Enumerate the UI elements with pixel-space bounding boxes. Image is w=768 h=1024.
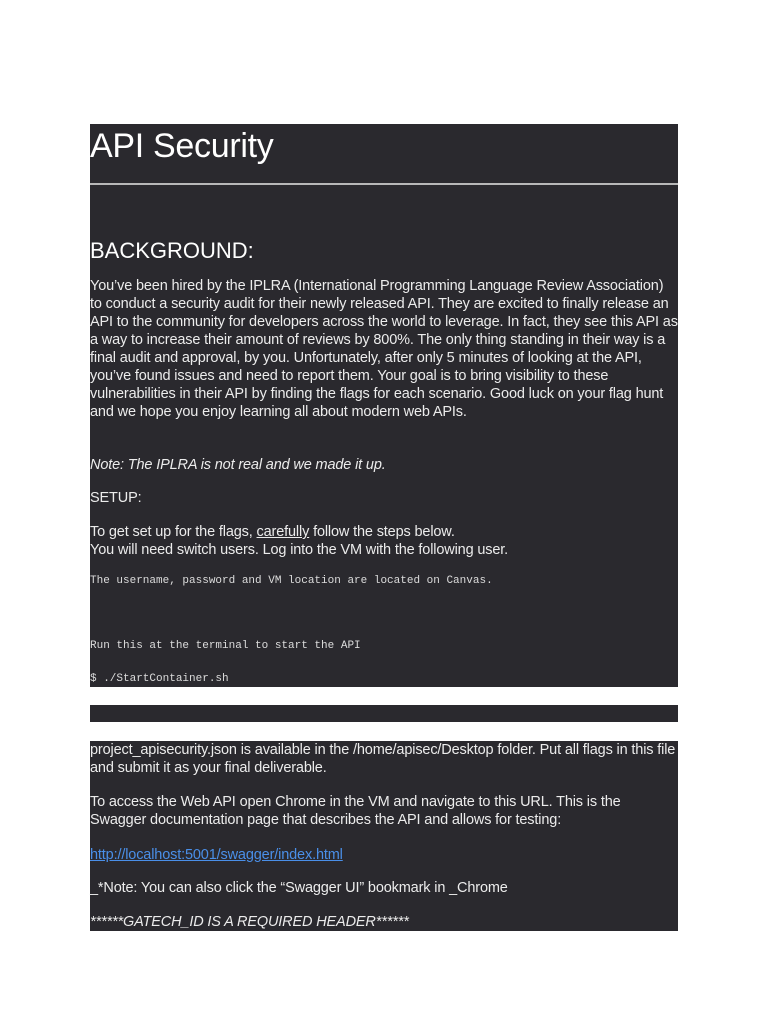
background-paragraph: You’ve been hired by the IPLRA (International Programming Language Review Association) to conduct a security audit for their newly released API. They are excited to finally release an API to the community for developers across the world to leverage. In fact, they see this API as a way to increase their amount of reviews by 800%. The only thing standing in their way is a final audit and approval, by you. Unfortunately, after only 5 minutes of looking at the API, you’ve found issues and need to report them. Your goal is to bring visibility to these vulnerabilities in their API by finding the flags for each scenario. Good luck on your flag hunt and we hope you enjoy learning all about modern web APIs. xyxy=(90,278,678,420)
setup-intro-pre: To get set up for the flags, xyxy=(90,524,257,540)
bookmark-note: _*Note: You can also click the “Swagger UI” bookmark in _Chrome xyxy=(90,880,508,896)
swagger-url-line xyxy=(90,846,678,864)
separator-bar xyxy=(90,705,678,722)
credentials-note: The username, password and VM location are located on Canvas. xyxy=(90,575,493,587)
setup-intro-post: follow the steps below. xyxy=(309,524,455,540)
intro-panel xyxy=(90,124,678,687)
access-note: To access the Web API open Chrome in the VM and navigate to this URL. This is the Swagger documentation page that describes the API and allows for testing: xyxy=(90,794,621,828)
setup-intro-emphasis: carefully xyxy=(256,524,310,540)
start-command: $ ./StartContainer.sh xyxy=(90,673,229,685)
switch-users-note: You will need switch users. Log into the VM with the following user. xyxy=(90,542,509,558)
deliverable-panel xyxy=(90,741,678,931)
disclaimer-note: Note: The IPLRA is not real and we made it up. xyxy=(90,457,386,473)
background-heading: BACKGROUND: xyxy=(90,238,254,263)
run-instruction: Run this at the terminal to start the API xyxy=(90,640,361,652)
setup-intro xyxy=(90,523,678,541)
deliverable-note: project_apisecurity.json is available in the /home/apisec/Desktop folder. Put all flags in this file and submit it as your final deliverable. xyxy=(90,742,676,776)
swagger-url-link[interactable]: http://localhost:5001/swagger/index.html xyxy=(90,847,343,863)
page-title: API Security xyxy=(90,127,274,165)
setup-heading: SETUP: xyxy=(90,490,142,506)
title-divider xyxy=(90,183,678,185)
required-header-note: ******GATECH_ID IS A REQUIRED HEADER****** xyxy=(90,914,409,930)
